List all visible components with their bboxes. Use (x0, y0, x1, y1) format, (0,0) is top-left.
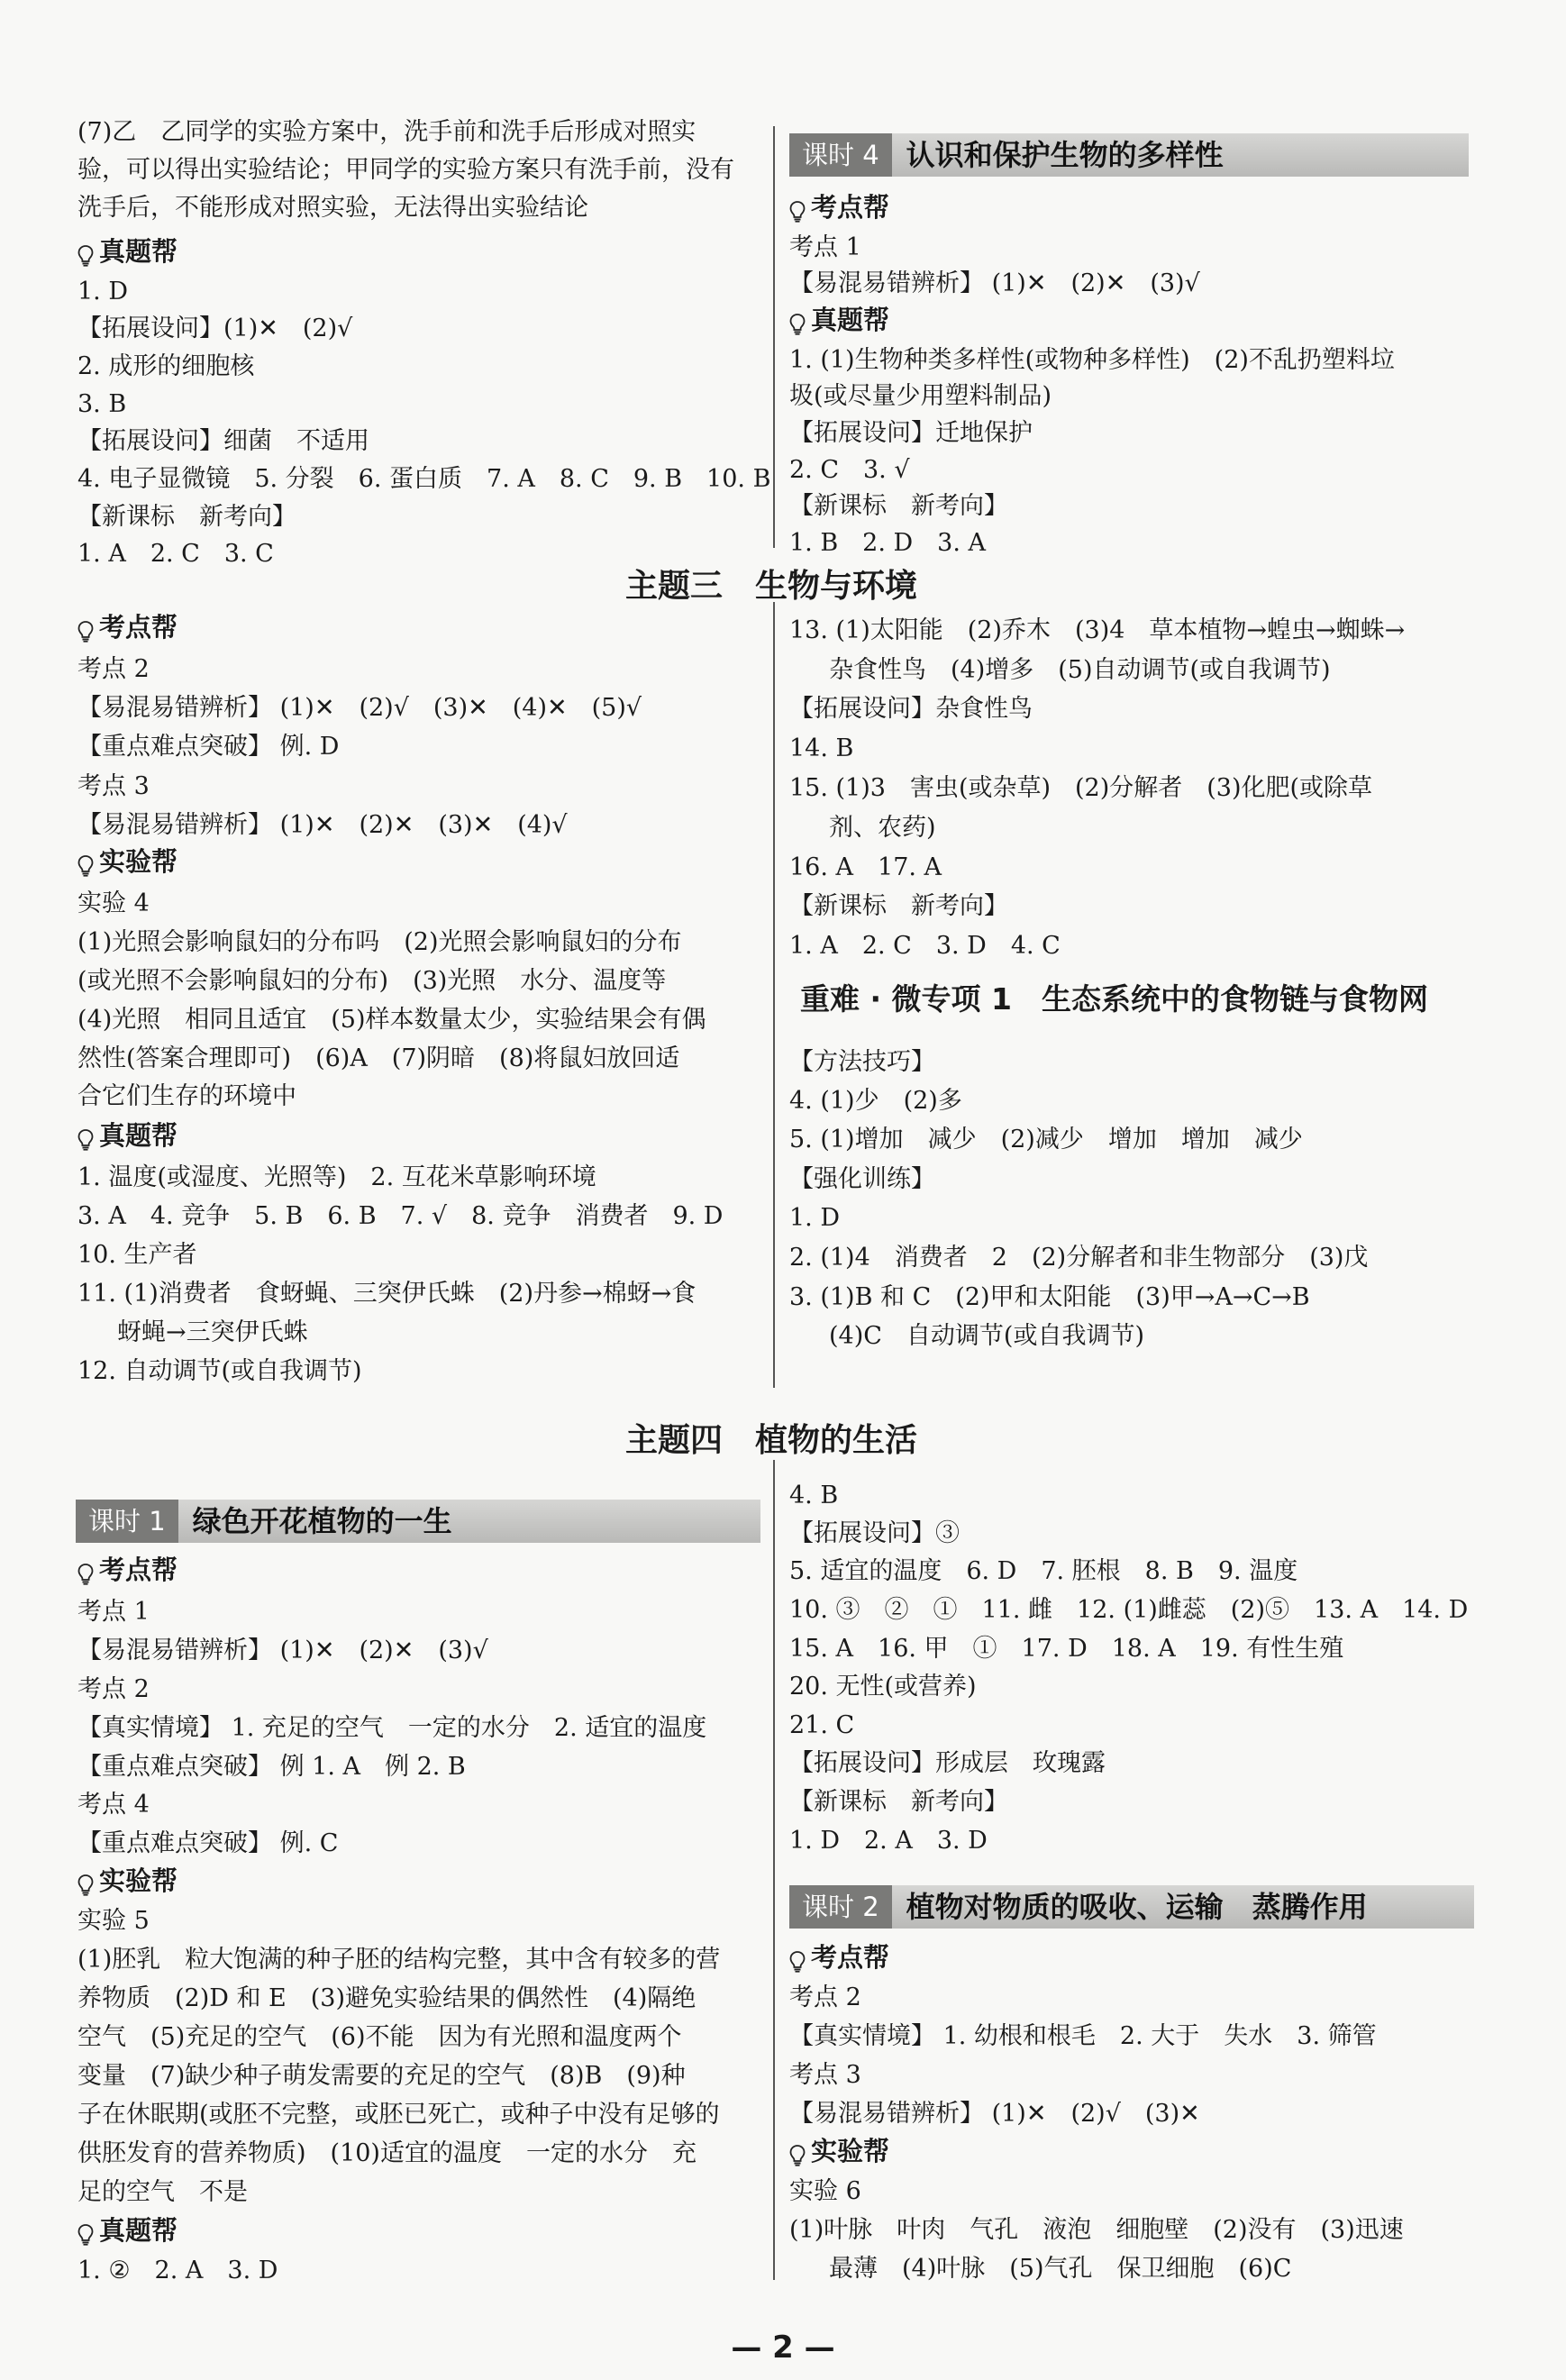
answer-line: 【真实情境】 1. 幼根和根毛 2. 大于 失水 3. 筛管 (789, 2022, 1377, 2050)
lightbulb-icon (77, 1559, 94, 1581)
answer-line: 养物质 (2)D 和 E (3)避免实验结果的偶然性 (4)隔绝 (77, 1984, 697, 2012)
section-heading (77, 2213, 178, 2248)
heading-text: 考点帮 (99, 1555, 178, 1585)
lesson-title: 植物对物质的吸收、运输 蒸腾作用 (906, 1890, 1368, 1924)
answer-line: 【易混易错辨析】 (1)✕ (2)✕ (3)√ (789, 269, 1200, 297)
answer-line: 考点 1 (789, 233, 861, 261)
answer-line: 实验 4 (77, 889, 150, 917)
answer-line: 16. A 17. A (789, 853, 942, 881)
answer-line: (1)叶脉 叶肉 气孔 液泡 细胞壁 (2)没有 (3)迅速 (789, 2216, 1404, 2244)
section-heading (77, 1864, 178, 1898)
section-heading (789, 190, 889, 224)
column-divider-bottom (773, 1460, 775, 2280)
answer-line: 【方法技巧】 (789, 1048, 935, 1076)
answer-line: 供胚发育的营养物质) (10)适宜的温度 一定的水分 充 (77, 2139, 697, 2167)
answer-line: 【拓展设问】细菌 不适用 (77, 427, 369, 455)
section-heading (77, 1553, 178, 1587)
answer-line: 蚜蝇→三突伊氏蛛 (117, 1318, 308, 1346)
answer-line: 空气 (5)充足的空气 (6)不能 因为有光照和温度两个 (77, 2023, 682, 2051)
answer-line: 圾(或尽量少用塑料制品) (789, 382, 1052, 410)
lesson-2-header (789, 1885, 1474, 1929)
answer-line: 1. D 2. A 3. D (789, 1827, 988, 1855)
answer-line: 11. (1)消费者 食蚜蝇、三突伊氏蛛 (2)丹参→棉蚜→食 (77, 1280, 697, 1308)
lesson-title: 认识和保护生物的多样性 (906, 138, 1224, 172)
theme-4-title: 主题四 植物的生活 (625, 1422, 918, 1459)
answer-line: 【新课标 新考向】 (77, 503, 296, 531)
answer-line: 最薄 (4)叶脉 (5)气孔 保卫细胞 (6)C (829, 2255, 1292, 2283)
answer-line: 15. A 16. 甲 ① 17. D 18. A 19. 有性生殖 (789, 1635, 1344, 1663)
answer-line: 【易混易错辨析】 (1)✕ (2)✕ (3)✕ (4)√ (77, 811, 568, 839)
answer-line: (4)光照 相同且适宜 (5)样本数量太少，实验结果会有偶 (77, 1006, 706, 1034)
answer-line: 【易混易错辨析】 (1)✕ (2)√ (3)✕ (789, 2100, 1200, 2128)
lightbulb-icon (77, 2220, 94, 2241)
answer-line: 【易混易错辨析】 (1)✕ (2)✕ (3)√ (77, 1637, 488, 1664)
answer-line: 5. 适宜的温度 6. D 7. 胚根 8. B 9. 温度 (789, 1557, 1298, 1585)
answer-line: 5. (1)增加 减少 (2)减少 增加 增加 减少 (789, 1126, 1303, 1154)
lesson-tag: 课时 4 (789, 133, 892, 177)
answer-line: 2. C 3. √ (789, 456, 910, 484)
answer-line: 4. (1)少 (2)多 (789, 1087, 962, 1115)
answer-line: 1. (1)生物种类多样性(或物种多样性) (2)不乱扔塑料垃 (789, 346, 1395, 374)
heading-text: 真题帮 (99, 2215, 178, 2246)
answer-line: 然性(答案合理即可) (6)A (7)阴暗 (8)将鼠妇放回适 (77, 1044, 680, 1072)
answer-line: 10. ③ ② ① 11. 雌 12. (1)雌蕊 (2)⑤ 13. A 14. D (789, 1596, 1469, 1624)
answer-line: 1. D (77, 278, 128, 305)
answer-line: 洗手后，不能形成对照实验，无法得出实验结论 (77, 194, 588, 222)
lightbulb-icon (789, 1947, 806, 1968)
answer-line: 【重点难点突破】 例 1. A 例 2. B (77, 1753, 466, 1781)
answer-line: 考点 2 (77, 655, 150, 683)
answer-line: 1. D (789, 1204, 840, 1232)
answer-line: 实验 6 (789, 2177, 861, 2205)
answer-line: 【真实情境】 1. 充足的空气 一定的水分 2. 适宜的温度 (77, 1714, 707, 1742)
answer-line: 2. 成形的细胞核 (77, 352, 255, 380)
answer-line: 13. (1)太阳能 (2)乔木 (3)4 草本植物→蝗虫→蜘蛛→ (789, 616, 1406, 644)
column-divider-top (773, 126, 775, 548)
answer-line: 4. B (789, 1482, 839, 1509)
answer-line: 【新课标 新考向】 (789, 492, 1008, 520)
section-heading (77, 610, 178, 644)
answer-line: 1. ② 2. A 3. D (77, 2257, 278, 2284)
section-heading (77, 1118, 178, 1153)
heading-text: 考点帮 (811, 192, 890, 223)
answer-line: 考点 2 (789, 1983, 861, 2011)
heading-text: 实验帮 (99, 846, 178, 877)
answer-line: (4)C 自动调节(或自我调节) (829, 1322, 1144, 1350)
lightbulb-icon (77, 241, 94, 262)
answer-line: 21. C (789, 1711, 855, 1739)
answer-line: 足的空气 不是 (77, 2178, 248, 2206)
lesson-tag: 课时 1 (76, 1500, 178, 1543)
answer-line: 12. 自动调节(或自我调节) (77, 1357, 362, 1385)
answer-line: 1. B 2. D 3. A (789, 529, 987, 557)
heading-text: 真题帮 (811, 305, 890, 335)
answer-line: 考点 1 (77, 1598, 150, 1626)
section-heading (789, 2134, 889, 2168)
answer-line: 2. (1)4 消费者 2 (2)分解者和非生物部分 (3)戊 (789, 1244, 1369, 1272)
lesson-title: 绿色开花植物的一生 (192, 1504, 452, 1538)
answer-line: 15. (1)3 害虫(或杂草) (2)分解者 (3)化肥(或除草 (789, 774, 1373, 802)
heading-text: 实验帮 (99, 1865, 178, 1896)
answer-line: 【重点难点突破】 例. C (77, 1829, 339, 1857)
answer-line: 1. A 2. C 3. D 4. C (789, 932, 1061, 960)
section-heading (77, 844, 178, 879)
answer-line: 3. (1)B 和 C (2)甲和太阳能 (3)甲→A→C→B (789, 1283, 1310, 1311)
answer-line: (1)胚乳 粒大饱满的种子胚的结构完整，其中含有较多的营 (77, 1946, 721, 1974)
answer-line: 10. 生产者 (77, 1241, 197, 1269)
answer-line: 1. 温度(或湿度、光照等) 2. 互花米草影响环境 (77, 1163, 596, 1191)
answer-line: 【拓展设问】③ (789, 1519, 960, 1547)
answer-line: 【易混易错辨析】 (1)✕ (2)√ (3)✕ (4)✕ (5)√ (77, 694, 642, 722)
answer-line: 子在休眠期(或胚不完整，或胚已死亡，或种子中没有足够的 (77, 2101, 720, 2129)
answer-line: 实验 5 (77, 1907, 150, 1935)
section-heading (77, 234, 178, 269)
answer-line: 变量 (7)缺少种子萌发需要的充足的空气 (8)B (9)种 (77, 2062, 686, 2090)
heading-text: 考点帮 (99, 612, 178, 643)
lesson-1-header (76, 1500, 760, 1543)
answer-line: 【拓展设问】迁地保护 (789, 419, 1033, 447)
column-divider-middle (773, 602, 775, 1388)
answer-line: 14. B (789, 734, 854, 762)
answer-line: 合它们生存的环境中 (77, 1082, 296, 1110)
heading-text: 真题帮 (99, 236, 178, 267)
lightbulb-icon (789, 196, 806, 218)
answer-line: 杂食性鸟 (4)增多 (5)自动调节(或自我调节) (829, 656, 1331, 684)
answer-line: 20. 无性(或营养) (789, 1673, 977, 1701)
answer-line: 【拓展设问】形成层 玫瑰露 (789, 1749, 1106, 1777)
answer-line: 【拓展设问】杂食性鸟 (789, 695, 1033, 723)
lesson-4-header (789, 133, 1469, 177)
page-number: — 2 — (731, 2330, 835, 2366)
lightbulb-icon (789, 309, 806, 331)
answer-line: 剂、农药) (829, 814, 936, 842)
answer-line: 【新课标 新考向】 (789, 1788, 1008, 1816)
lightbulb-icon (77, 851, 94, 872)
answer-line: 验，可以得出实验结论；甲同学的实验方案只有洗手前，没有 (77, 156, 734, 184)
heading-text: 真题帮 (99, 1120, 178, 1151)
answer-line: (或光照不会影响鼠妇的分布) (3)光照 水分、温度等 (77, 967, 667, 995)
lightbulb-icon (77, 616, 94, 638)
theme-3-title: 主题三 生物与环境 (625, 568, 918, 605)
heading-text: 考点帮 (811, 1942, 890, 1973)
answer-line: 4. 电子显微镜 5. 分裂 6. 蛋白质 7. A 8. C 9. B 10. B (77, 465, 771, 493)
lightbulb-icon (789, 2140, 806, 2162)
answer-line: 【重点难点突破】 例. D (77, 733, 340, 761)
micro-topic-title: 重难 · 微专项 1 生态系统中的食物链与食物网 (800, 981, 1428, 1017)
answer-line: 3. B (77, 390, 127, 418)
section-heading (789, 303, 889, 337)
answer-line: (1)光照会影响鼠妇的分布吗 (2)光照会影响鼠妇的分布 (77, 928, 682, 956)
heading-text: 实验帮 (811, 2136, 890, 2166)
answer-line: 3. A 4. 竞争 5. B 6. B 7. √ 8. 竞争 消费者 9. D (77, 1202, 724, 1230)
answer-line: 1. A 2. C 3. C (77, 540, 274, 568)
answer-line: 考点 2 (77, 1675, 150, 1703)
answer-line: 考点 3 (789, 2061, 861, 2089)
lightbulb-icon (77, 1870, 94, 1892)
answer-line: (7)乙 乙同学的实验方案中，洗手前和洗手后形成对照实 (77, 118, 697, 146)
answer-line: 【拓展设问】(1)✕ (2)√ (77, 315, 353, 342)
lightbulb-icon (77, 1125, 94, 1146)
answer-line: 【新课标 新考向】 (789, 892, 1008, 920)
section-heading (789, 1940, 889, 1974)
answer-line: 考点 4 (77, 1791, 150, 1819)
answer-line: 考点 3 (77, 772, 150, 800)
lesson-tag: 课时 2 (789, 1885, 892, 1929)
answer-line: 【强化训练】 (789, 1165, 935, 1193)
